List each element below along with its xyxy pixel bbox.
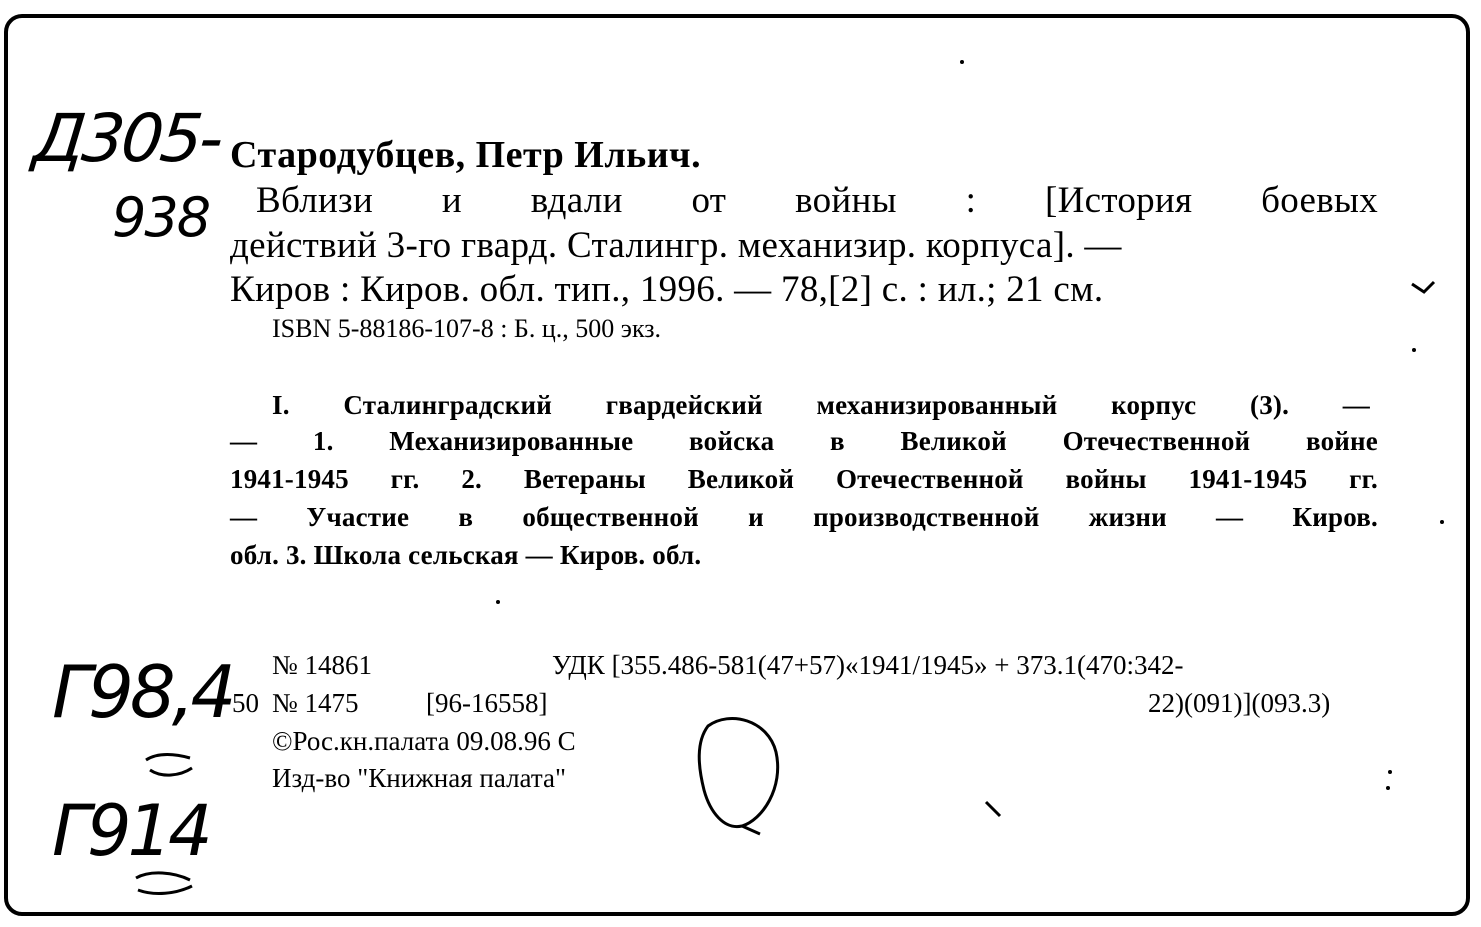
handwritten-shelfmark: Д305-: [29, 100, 225, 177]
subject-line: — 1. Механизированные войска в Великой Отечественной войне: [230, 426, 1378, 456]
scan-speck: [496, 600, 500, 604]
publisher-line: Изд-во "Книжная палата": [272, 763, 566, 793]
title-line: действий 3-го гвард. Сталингр. механизир. корпуса]. —: [230, 225, 1122, 266]
book-chamber-line: ©Рос.кн.палата 09.08.96 С: [272, 726, 576, 756]
subject-line: обл. 3. Школа сельская — Киров. обл.: [230, 540, 702, 570]
scan-speck: [1388, 770, 1392, 774]
udk-line: УДК [355.486-581(47+57)«1941/1945» + 373.1(470:342-: [552, 650, 1184, 680]
record-number: № 1475: [272, 688, 359, 718]
isbn-line: ISBN 5-88186-107-8 : Б. ц., 500 экз.: [272, 314, 661, 343]
side-number: 50: [232, 688, 259, 718]
scan-speck: [960, 60, 964, 64]
subject-line: I. Сталинградский гвардейский механизированный корпус (3). —: [272, 390, 1370, 420]
imprint-line: Киров : Киров. обл. тип., 1996. — 78,[2] с. : ил.; 21 см.: [230, 269, 1104, 310]
scan-speck: [1440, 520, 1444, 524]
udk-line-continued: 22)(091)](093.3): [1148, 688, 1331, 718]
handwritten-classification-2: Г914: [52, 790, 209, 872]
title-line: Вблизи и вдали от войны : [История боевых: [256, 180, 1378, 221]
scan-speck: [1386, 786, 1390, 790]
scan-speck: [1412, 348, 1416, 352]
card-number: № 14861: [272, 650, 373, 680]
subject-line: 1941-1945 гг. 2. Ветераны Великой Отечественной войны 1941-1945 гг.: [230, 464, 1378, 494]
reference-number: [96-16558]: [426, 688, 548, 718]
handwritten-classification-1: Г98,4: [52, 650, 233, 734]
author-heading: Стародубцев, Петр Ильич.: [230, 134, 702, 176]
subject-line: — Участие в общественной и производственной жизни — Киров.: [230, 502, 1378, 532]
handwritten-shelfmark-sub: 938: [112, 186, 210, 249]
